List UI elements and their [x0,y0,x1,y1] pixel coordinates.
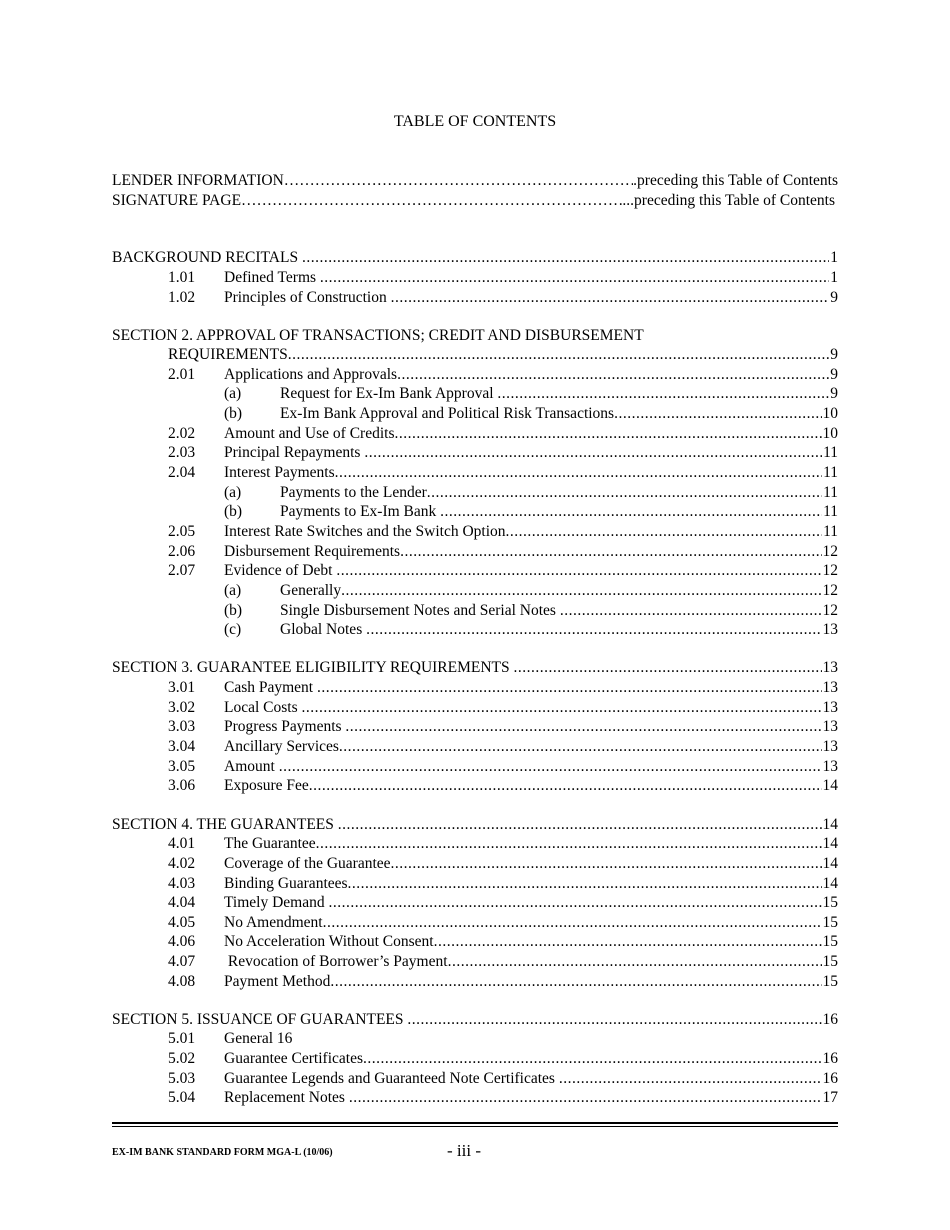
entry-number: 3.03 [168,718,196,735]
toc-entry-2-01-b[interactable] [112,404,838,424]
dot-leader [328,894,821,911]
toc-entry-2-06[interactable] [112,542,838,562]
entry-page: 14 [822,816,838,833]
entry-label: Payments to the Lender [280,484,427,501]
entry-page: 15 [822,914,838,931]
toc-entry-signature-page[interactable] [112,191,835,211]
toc-section-3[interactable] [112,658,838,678]
entry-number: 2.04 [168,464,196,481]
entry-number: 2.06 [168,543,196,560]
dot-leader [427,484,822,501]
dot-leader [363,1050,822,1067]
footer-rule-thick [112,1122,838,1124]
entry-page: 9 [830,366,838,383]
entry-number: (b) [224,405,243,422]
entry-number: 3.05 [168,758,196,775]
dot-leader [394,425,821,442]
dot-leader [323,914,822,931]
dot-leader [434,933,822,950]
entry-page: 10 [822,425,838,442]
entry-number: (c) [224,621,242,638]
entry-page: 11 [823,523,838,540]
entry-label: No Amendment [224,914,323,931]
entry-label: SECTION 3. GUARANTEE ELIGIBILITY REQUIREMENTS [112,659,510,676]
toc-entry-3-06[interactable] [112,776,838,796]
dot-leader [366,621,821,638]
toc-entry-4-01[interactable] [112,834,838,854]
toc-entry-2-01[interactable] [112,365,838,385]
entry-page: 13 [822,679,838,696]
entry-number: 3.02 [168,699,196,716]
toc-entry-2-04[interactable] [112,463,838,483]
dot-leader [341,582,821,599]
toc-entry-5-02[interactable] [112,1049,838,1069]
dot-leader [316,835,822,852]
entry-number: 4.03 [168,875,196,892]
dot-leader [279,758,822,775]
toc-entry-background-recitals[interactable] [112,248,838,268]
toc-entry-3-03[interactable] [112,717,838,737]
entry-number: 2.03 [168,444,196,461]
toc-entry-4-07[interactable] [112,952,838,972]
entry-label: Applications and Approvals [224,366,398,383]
entry-number: 5.03 [168,1070,196,1087]
entry-page: 13 [822,758,838,775]
entry-page: 12 [822,582,838,599]
dot-leader [506,523,823,540]
entry-number: (a) [224,484,242,501]
dot-leader [497,385,829,402]
entry-number: 5.04 [168,1089,196,1106]
dot-leader [288,346,830,363]
dot-leader [560,602,822,619]
entry-number: 4.01 [168,835,196,852]
entry-label: No Acceleration Without Consent [224,933,434,950]
entry-suffix: .preceding this Table of Contents [633,172,838,189]
entry-page: 14 [822,777,838,794]
entry-suffix: ...preceding this Table of Contents [622,192,835,209]
toc-entry-3-01[interactable] [112,678,838,698]
entry-number: 3.06 [168,777,196,794]
entry-page: 16 [822,1050,838,1067]
entry-label: Guarantee Certificates [224,1050,363,1067]
entry-page: 9 [830,289,838,306]
dot-leader [559,1070,822,1087]
entry-label: Local Costs [224,699,298,716]
entry-label: Principal Repayments [224,444,361,461]
entry-page: 13 [822,621,838,638]
entry-label: Coverage of the Guarantee [224,855,391,872]
toc-entry-1-02[interactable] [112,288,838,308]
dot-leader [391,855,822,872]
entry-page: 12 [822,602,838,619]
entry-page: 12 [822,543,838,560]
dot-leader [397,366,829,383]
entry-page: 15 [822,894,838,911]
toc-entry-3-04[interactable] [112,737,838,757]
toc-entry-2-03[interactable] [112,443,838,463]
dot-leader [614,405,821,422]
toc-entry-3-05[interactable] [112,757,838,777]
dot-leader [284,171,633,191]
entry-page: 14 [822,855,838,872]
entry-label: Amount [224,758,275,775]
entry-label: Payment Method [224,973,331,990]
entry-number: 4.02 [168,855,196,872]
toc-entry-5-01[interactable] [112,1029,838,1049]
dot-leader [320,269,829,286]
toc-entry-2-07-b[interactable] [112,601,838,621]
entry-label: Interest Rate Switches and the Switch Option [224,523,506,540]
page-title: TABLE OF CONTENTS [393,113,557,130]
toc-section-2-heading [112,326,838,346]
footer-rule-thin [112,1126,838,1127]
entry-label: SIGNATURE PAGE [112,192,242,209]
entry-page: 16 [822,1011,838,1028]
toc-entry-1-01[interactable] [112,268,838,288]
toc-entry-4-06[interactable] [112,932,838,952]
dot-leader [407,1011,821,1028]
entry-number: 4.06 [168,933,196,950]
entry-label: Principles of Construction [224,289,387,306]
entry-page: 15 [822,933,838,950]
toc-entry-2-07-a[interactable] [112,581,838,601]
toc-entry-2-01-a[interactable] [112,384,838,404]
entry-label: Replacement Notes [224,1089,345,1106]
dot-leader [335,464,822,481]
entry-page: 1 [830,249,838,266]
toc-entry-5-03[interactable] [112,1069,838,1089]
entry-label: Ex-Im Bank Approval and Political Risk Transactions [280,405,615,422]
dot-leader [349,1089,822,1106]
entry-page: 13 [822,718,838,735]
entry-page: 13 [822,738,838,755]
dot-leader [440,503,822,520]
entry-page: 14 [822,835,838,852]
entry-label: Disbursement Requirements [224,543,401,560]
entry-number: 2.05 [168,523,196,540]
entry-page: 13 [822,659,838,676]
toc-entry-4-02[interactable] [112,854,838,874]
entry-page: 15 [822,973,838,990]
entry-number: 4.05 [168,914,196,931]
entry-number: 2.01 [168,366,196,383]
entry-page: 15 [822,953,838,970]
entry-number: 2.07 [168,562,196,579]
dot-leader [448,953,822,970]
entry-number: (a) [224,385,242,402]
dot-leader [345,718,821,735]
entry-label: LENDER INFORMATION [112,172,284,189]
entry-page: 13 [822,699,838,716]
entry-label: Defined Terms [224,269,317,286]
entry-number: 4.04 [168,894,196,911]
entry-number: (b) [224,602,243,619]
toc-entry-2-02[interactable] [112,424,838,444]
entry-label: Evidence of Debt [224,562,333,579]
entry-page: 14 [822,875,838,892]
toc-entry-2-04-a[interactable] [112,483,838,503]
dot-leader [400,543,821,560]
toc-section-4[interactable] [112,815,838,835]
entry-label: Request for Ex-Im Bank Approval [280,385,494,402]
dot-leader [391,289,830,306]
toc-entry-2-04-b[interactable] [112,502,838,522]
toc-page [112,0,838,1230]
entry-page: 11 [823,484,838,501]
entry-label: REQUIREMENTS [168,346,288,363]
dot-leader [302,249,829,266]
dot-leader [241,191,622,211]
dot-leader [302,699,822,716]
toc-entry-2-05[interactable] [112,522,838,542]
entry-label: SECTION 4. THE GUARANTEES [112,816,334,833]
entry-page: 9 [830,385,838,402]
toc-entry-2-07-c[interactable] [112,620,838,640]
entry-label: Ancillary Services [224,738,339,755]
entry-number: (b) [224,503,243,520]
entry-number: 3.01 [168,679,196,696]
dot-leader [309,777,822,794]
entry-label: Single Disbursement Notes and Serial Notes [280,602,556,619]
entry-label: BACKGROUND RECITALS [112,249,299,266]
entry-label: Guarantee Legends and Guaranteed Note Certificates [224,1070,555,1087]
entry-page: 9 [830,346,838,363]
entry-label: Binding Guarantees [224,875,348,892]
entry-page: 10 [822,405,838,422]
toc-entry-4-03[interactable] [112,874,838,894]
entry-label: Progress Payments [224,718,342,735]
entry-label: SECTION 5. ISSUANCE OF GUARANTEES [112,1011,404,1028]
entry-label: The Guarantee [224,835,316,852]
entry-page: 1 [830,269,838,286]
entry-label: Timely Demand [224,894,325,911]
dot-leader [348,875,822,892]
entry-page: 12 [822,562,838,579]
entry-label: Global Notes [280,621,363,638]
toc-entry-4-04[interactable] [112,893,838,913]
toc-entry-4-08[interactable] [112,972,838,992]
dot-leader [514,659,822,676]
entry-label: Interest Payments [224,464,335,481]
entry-number: 2.02 [168,425,196,442]
dot-leader [336,562,821,579]
entry-label: Amount and Use of Credits [224,425,395,442]
dot-leader [338,816,822,833]
entry-number: 3.04 [168,738,196,755]
entry-number: 5.02 [168,1050,196,1067]
entry-page: 11 [823,503,838,520]
dot-leader [364,444,822,461]
entry-label: General 16 [224,1030,293,1047]
entry-label: Payments to Ex-Im Bank [280,503,437,520]
entry-label: SECTION 2. APPROVAL OF TRANSACTIONS; CREDIT AND DISBURSEMENT [112,327,644,344]
toc-section-5[interactable] [112,1010,838,1030]
entry-number: 4.07 [168,953,196,970]
entry-label: Cash Payment [224,679,314,696]
dot-leader [339,738,822,755]
footer-form-name: EX-IM BANK STANDARD FORM MGA-L (10/06) [112,1147,333,1158]
entry-number: (a) [224,582,242,599]
entry-number: 4.08 [168,973,196,990]
entry-label: Revocation of Borrower’s Payment [224,953,448,970]
dot-leader [330,973,821,990]
entry-label: Generally [280,582,342,599]
entry-number: 1.02 [168,289,196,306]
footer-page-number: - iii - [447,1141,481,1160]
toc-entry-3-02[interactable] [112,698,838,718]
entry-number: 5.01 [168,1030,196,1047]
entry-page: 11 [823,464,838,481]
entry-page: 11 [823,444,838,461]
toc-entry-2-07[interactable] [112,561,838,581]
dot-leader [317,679,822,696]
entry-page: 16 [822,1070,838,1087]
entry-number: 1.01 [168,269,196,286]
toc-entry-lender-information[interactable] [112,171,838,191]
toc-entry-5-04[interactable] [112,1088,838,1108]
toc-section-2[interactable] [112,345,838,365]
toc-entry-4-05[interactable] [112,913,838,933]
entry-label: Exposure Fee [224,777,309,794]
entry-page: 17 [822,1089,838,1106]
